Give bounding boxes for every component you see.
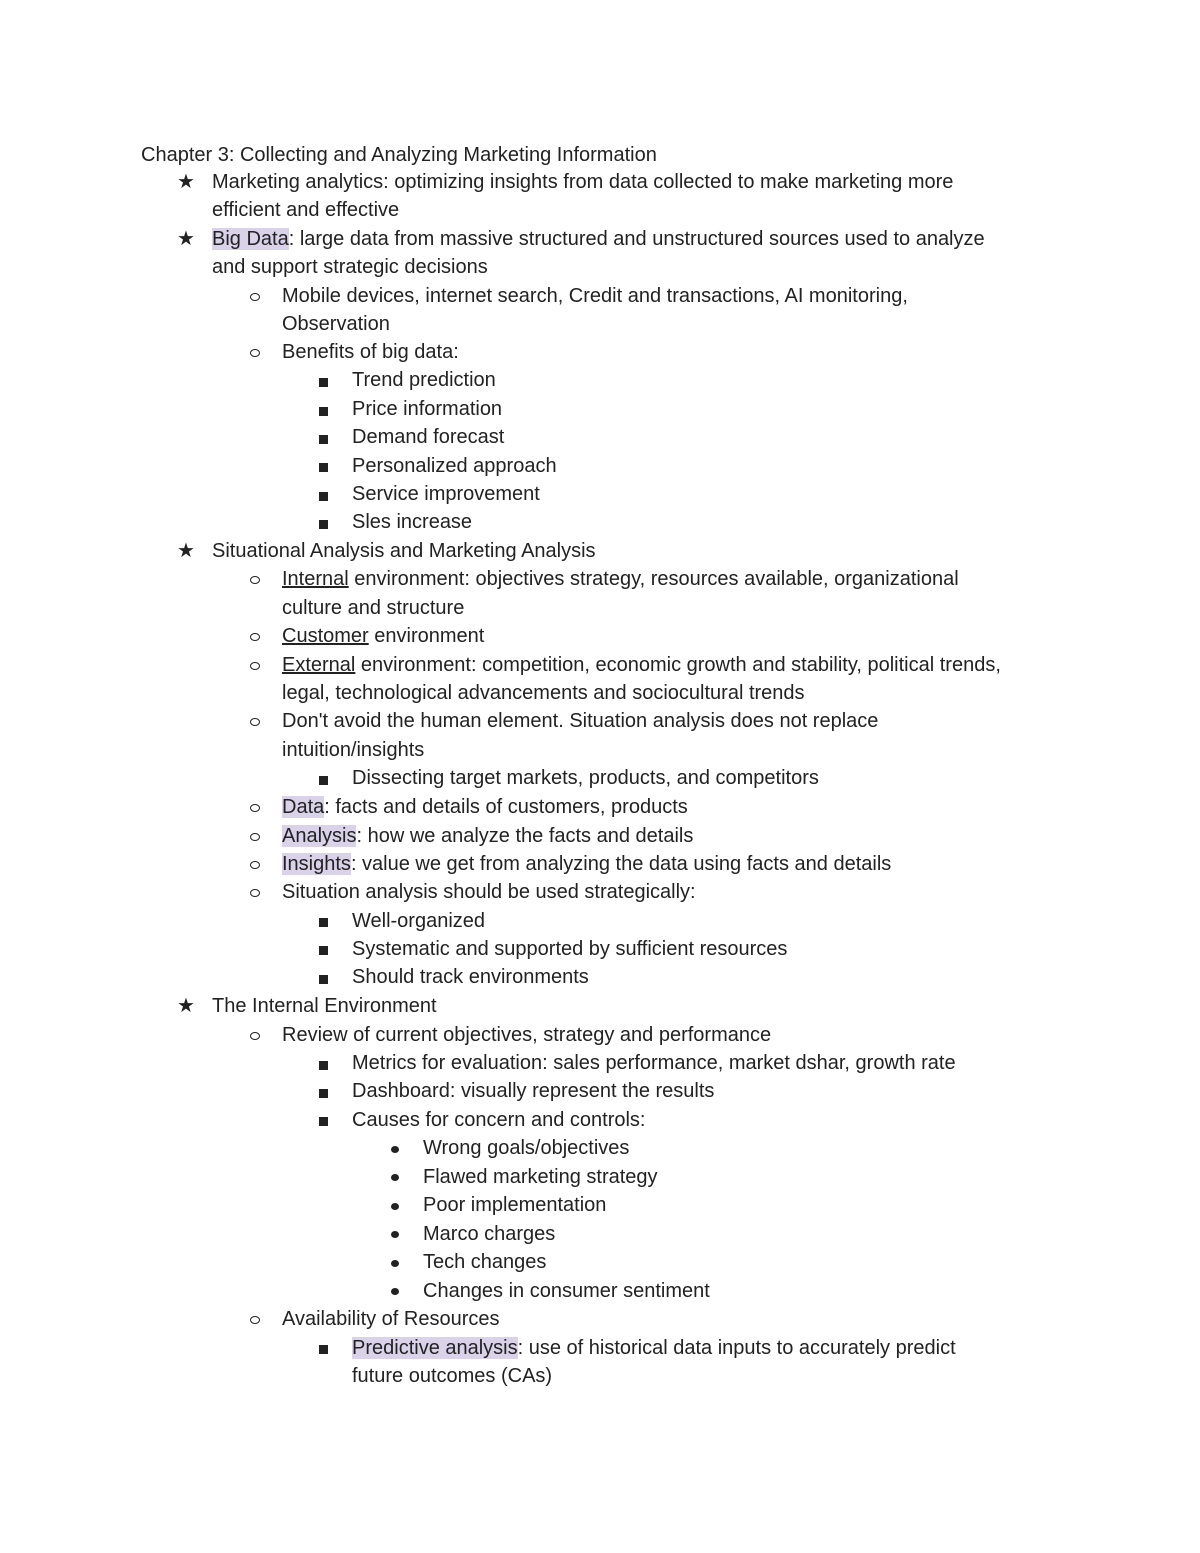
square-bullet-icon (319, 1117, 328, 1126)
list-item-continuation: efficient and effective (212, 199, 400, 221)
list-item-cause: Marco charges (423, 1223, 556, 1245)
list-item-customer (282, 622, 484, 650)
highlighted-term: Big Data (212, 228, 289, 250)
dot-bullet-icon (391, 1174, 399, 1181)
list-item-big-data (212, 225, 985, 253)
list-item-sources: Mobile devices, internet search, Credit and transactions, AI monitoring, (282, 285, 908, 307)
square-bullet-icon (319, 492, 328, 501)
dot-bullet-icon (391, 1260, 399, 1267)
list-item-strategic: Situation analysis should be used strategically: (282, 881, 696, 903)
circle-bullet-icon (250, 1316, 260, 1324)
square-bullet-icon (319, 975, 328, 984)
list-item-benefit: Demand forecast (352, 426, 505, 448)
definition-text: : facts and details of customers, products (324, 796, 688, 818)
highlighted-term: Data (282, 796, 325, 818)
square-bullet-icon (319, 918, 328, 927)
circle-bullet-icon (250, 889, 260, 897)
underlined-term: Internal (282, 568, 349, 590)
square-bullet-icon (319, 463, 328, 472)
list-item-internal (282, 565, 959, 593)
list-item-internal-environment: The Internal Environment (212, 995, 437, 1017)
circle-bullet-icon (250, 861, 260, 869)
list-item-data (282, 793, 688, 821)
list-item-insights (282, 850, 891, 878)
list-item-dissecting: Dissecting target markets, products, and competitors (352, 767, 819, 789)
list-item-cause: Wrong goals/objectives (423, 1137, 630, 1159)
list-item-external (282, 651, 1001, 679)
list-item-strategic-point: Systematic and supported by sufficient resources (352, 938, 788, 960)
list-item-predictive (352, 1334, 956, 1362)
list-item-causes: Causes for concern and controls: (352, 1109, 646, 1131)
list-item-continuation: Observation (282, 313, 390, 335)
dot-bullet-icon (391, 1146, 399, 1153)
chapter-title: Chapter 3: Collecting and Analyzing Marketing Information (141, 144, 657, 166)
square-bullet-icon (319, 1345, 328, 1354)
highlighted-term: Analysis (282, 825, 357, 847)
square-bullet-icon (319, 776, 328, 785)
underlined-term: Customer (282, 625, 369, 647)
list-item-benefit: Price information (352, 398, 503, 420)
dot-bullet-icon (391, 1288, 399, 1295)
square-bullet-icon (319, 378, 328, 387)
list-item-benefit: Personalized approach (352, 455, 557, 477)
definition-text: : use of historical data inputs to accurately predict (517, 1337, 956, 1359)
highlighted-term: Predictive analysis (352, 1337, 518, 1359)
circle-bullet-icon (250, 349, 260, 357)
list-item-dashboard: Dashboard: visually represent the results (352, 1080, 715, 1102)
circle-bullet-icon (250, 718, 260, 726)
list-item-continuation: intuition/insights (282, 739, 425, 761)
list-item-cause: Tech changes (423, 1251, 547, 1273)
dot-bullet-icon (391, 1231, 399, 1238)
dot-bullet-icon (391, 1203, 399, 1210)
list-item-benefit: Trend prediction (352, 369, 496, 391)
definition-text: : value we get from analyzing the data using facts and details (350, 853, 892, 875)
list-item-situational-analysis: Situational Analysis and Marketing Analysis (212, 540, 596, 562)
list-item-resources: Availability of Resources (282, 1308, 500, 1330)
star-bullet-icon: ★ (177, 995, 195, 1017)
list-item-review: Review of current objectives, strategy and performance (282, 1024, 772, 1046)
definition-text: environment (368, 625, 485, 647)
list-item-continuation: legal, technological advancements and sociocultural trends (282, 682, 805, 704)
definition-text: : how we analyze the facts and details (356, 825, 694, 847)
circle-bullet-icon (250, 804, 260, 812)
list-item-cause: Poor implementation (423, 1194, 607, 1216)
star-bullet-icon: ★ (177, 228, 195, 250)
highlighted-term: Insights (282, 853, 351, 875)
list-item-metrics: Metrics for evaluation: sales performance, market dshar, growth rate (352, 1052, 956, 1074)
definition-text: environment: objectives strategy, resources available, organizational (348, 568, 959, 590)
list-item-marketing-analytics: Marketing analytics: optimizing insights from data collected to make marketing more (212, 171, 954, 193)
list-item-continuation: and support strategic decisions (212, 256, 488, 278)
circle-bullet-icon (250, 293, 260, 301)
list-item-continuation: future outcomes (CAs) (352, 1365, 553, 1387)
circle-bullet-icon (250, 1032, 260, 1040)
square-bullet-icon (319, 407, 328, 416)
definition-text: : large data from massive structured and unstructured sources used to analyze (288, 228, 985, 250)
circle-bullet-icon (250, 662, 260, 670)
star-bullet-icon: ★ (177, 171, 195, 193)
list-item-continuation: culture and structure (282, 597, 465, 619)
underlined-term: External (282, 654, 356, 676)
square-bullet-icon (319, 520, 328, 529)
square-bullet-icon (319, 1061, 328, 1070)
list-item-cause: Changes in consumer sentiment (423, 1280, 710, 1302)
list-item-benefit: Service improvement (352, 483, 540, 505)
list-item-strategic-point: Well-organized (352, 910, 486, 932)
list-item-cause: Flawed marketing strategy (423, 1166, 658, 1188)
square-bullet-icon (319, 946, 328, 955)
star-bullet-icon: ★ (177, 540, 195, 562)
circle-bullet-icon (250, 833, 260, 841)
list-item-strategic-point: Should track environments (352, 966, 589, 988)
circle-bullet-icon (250, 576, 260, 584)
list-item-human-element: Don't avoid the human element. Situation analysis does not replace (282, 710, 879, 732)
list-item-benefits: Benefits of big data: (282, 341, 459, 363)
list-item-analysis (282, 822, 693, 850)
definition-text: environment: competition, economic growth and stability, political trends, (355, 654, 1001, 676)
circle-bullet-icon (250, 633, 260, 641)
square-bullet-icon (319, 1089, 328, 1098)
square-bullet-icon (319, 435, 328, 444)
list-item-benefit: Sles increase (352, 511, 473, 533)
